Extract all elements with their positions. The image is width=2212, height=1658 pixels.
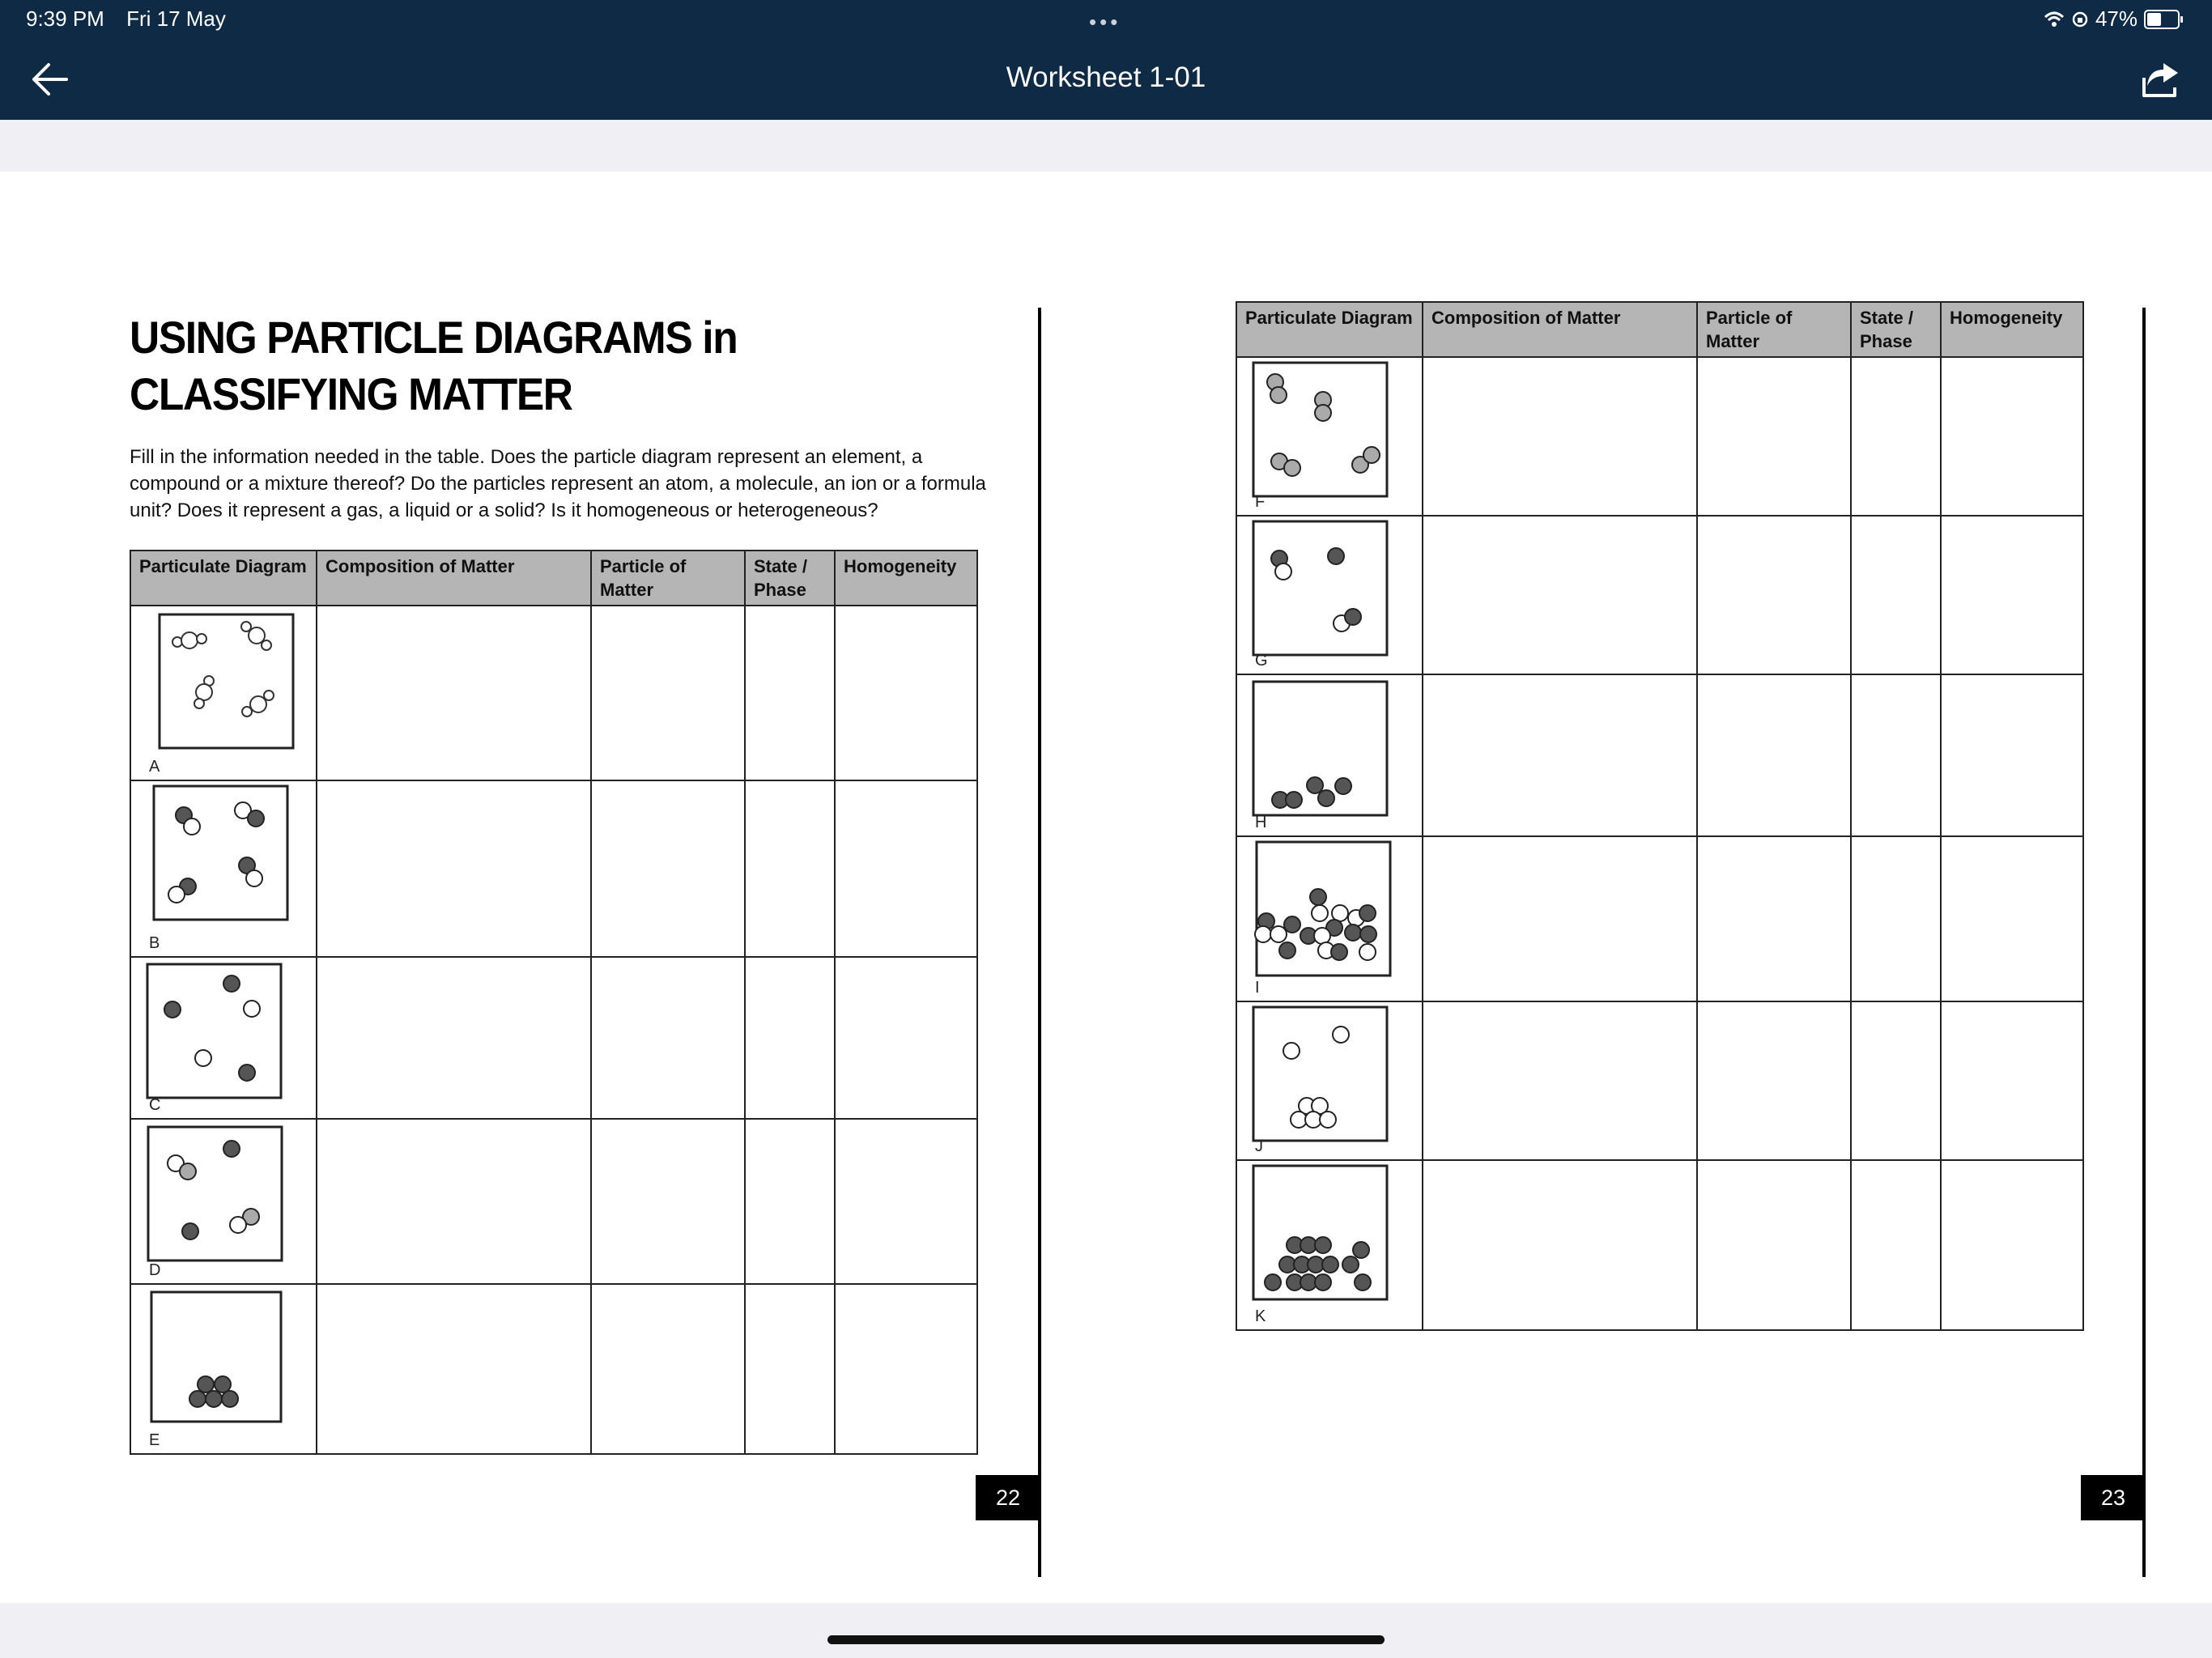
homogeneity-cell[interactable]: [1941, 1001, 2083, 1160]
page-number-23: 23: [2081, 1475, 2146, 1520]
header-homogeneity: Homogeneity: [1941, 302, 2083, 357]
row-letter: K: [1255, 1307, 1266, 1325]
row-letter: E: [149, 1431, 160, 1449]
state-cell[interactable]: [745, 606, 835, 780]
multitasking-dots-icon[interactable]: •••: [1089, 10, 1121, 34]
particle-cell[interactable]: [1697, 516, 1851, 674]
table-row: [1236, 1001, 2083, 1160]
composition-cell[interactable]: [317, 780, 591, 957]
wifi-icon: [2044, 11, 2065, 28]
particle-diagram-h: [1236, 674, 1423, 836]
page-border-left: [1038, 308, 1041, 1577]
document-title: Worksheet 1-01: [1006, 62, 1206, 93]
row-letter: C: [149, 1096, 161, 1114]
state-cell[interactable]: [745, 780, 835, 957]
header-state: State / Phase: [1851, 302, 1941, 357]
table-row: [130, 1119, 977, 1284]
row-letter: I: [1255, 979, 1260, 997]
document-view[interactable]: [0, 172, 2212, 1603]
homogeneity-cell[interactable]: [835, 1119, 977, 1284]
composition-cell[interactable]: [1423, 357, 1697, 516]
homogeneity-cell[interactable]: [835, 606, 977, 780]
battery-percent: 47%: [2095, 6, 2138, 31]
state-cell[interactable]: [745, 1119, 835, 1284]
row-letter: A: [149, 758, 160, 776]
particle-cell[interactable]: [591, 1119, 745, 1284]
state-cell[interactable]: [1851, 674, 1941, 836]
share-icon[interactable]: [2139, 57, 2183, 100]
state-cell[interactable]: [1851, 516, 1941, 674]
particle-cell[interactable]: [1697, 836, 1851, 1001]
homogeneity-cell[interactable]: [835, 780, 977, 957]
particle-diagram-e: [130, 1284, 317, 1454]
page-border-right: [2142, 308, 2146, 1577]
state-cell[interactable]: [1851, 836, 1941, 1001]
composition-cell[interactable]: [1423, 516, 1697, 674]
particle-diagram-a: [130, 606, 317, 780]
particle-diagram-g: [1236, 516, 1423, 674]
table-row: [130, 780, 977, 957]
homogeneity-cell[interactable]: [835, 957, 977, 1119]
composition-cell[interactable]: [1423, 836, 1697, 1001]
battery-icon: [2144, 10, 2180, 29]
table-row: [1236, 357, 2083, 516]
worksheet-instructions: Fill in the information needed in the table. Does the particle diagram represent an element, a compound or a mixture thereof? Do the particles represent an atom, a molecule, an ion or a formula unit? Does it represent a gas, a liquid or a solid? Is it homogeneous or heterogeneous?: [130, 446, 986, 521]
row-letter: D: [149, 1261, 161, 1279]
homogeneity-cell[interactable]: [835, 1284, 977, 1454]
header-state: State / Phase: [745, 551, 835, 606]
header-particulate-diagram: Particulate Diagram: [130, 551, 317, 606]
composition-cell[interactable]: [317, 957, 591, 1119]
particle-diagram-i: [1236, 836, 1423, 1001]
top-bar: [0, 0, 2212, 120]
state-cell[interactable]: [1851, 357, 1941, 516]
composition-cell[interactable]: [1423, 674, 1697, 836]
composition-cell[interactable]: [1423, 1160, 1697, 1330]
particle-diagram-k: [1236, 1160, 1423, 1330]
worksheet-heading: USING PARTICLE DIAGRAMS in CLASSIFYING MATTER: [130, 312, 738, 419]
row-letter: H: [1255, 814, 1267, 831]
composition-cell[interactable]: [1423, 1001, 1697, 1160]
particle-diagram-c: [130, 957, 317, 1119]
status-date: Fri 17 May: [126, 6, 226, 31]
table-row: [1236, 836, 2083, 1001]
bottom-bar: [0, 1603, 2212, 1658]
state-cell[interactable]: [745, 1284, 835, 1454]
particle-diagram-d: [130, 1119, 317, 1284]
classification-table-right: [1236, 301, 2084, 1331]
row-letter: B: [149, 934, 160, 952]
particle-diagram-b: [130, 780, 317, 957]
header-particle: Particle of Matter: [591, 551, 745, 606]
table-row: [1236, 674, 2083, 836]
orientation-lock-icon: [2071, 11, 2089, 28]
home-indicator[interactable]: [827, 1635, 1385, 1644]
header-particulate-diagram: Particulate Diagram: [1236, 302, 1423, 357]
homogeneity-cell[interactable]: [1941, 836, 2083, 1001]
table-row: [130, 957, 977, 1119]
header-composition: Composition of Matter: [317, 551, 591, 606]
particle-diagram-f: [1236, 357, 1423, 516]
status-time: 9:39 PM: [26, 6, 104, 31]
header-particle: Particle of Matter: [1697, 302, 1851, 357]
table-row: [1236, 1160, 2083, 1330]
table-row: [130, 606, 977, 780]
particle-cell[interactable]: [591, 1284, 745, 1454]
row-letter: F: [1255, 493, 1266, 511]
table-row: [130, 1284, 977, 1454]
particle-diagram-j: [1236, 1001, 1423, 1160]
state-cell[interactable]: [745, 957, 835, 1119]
status-bar-left: [26, 6, 242, 32]
classification-table-left: [130, 550, 978, 1455]
particle-cell[interactable]: [1697, 1160, 1851, 1330]
particle-cell[interactable]: [1697, 674, 1851, 836]
table-row: [1236, 516, 2083, 674]
header-composition: Composition of Matter: [1423, 302, 1697, 357]
homogeneity-cell[interactable]: [1941, 674, 2083, 836]
homogeneity-cell[interactable]: [1941, 1160, 2083, 1330]
row-letter: G: [1255, 652, 1268, 670]
composition-cell[interactable]: [317, 1119, 591, 1284]
particle-cell[interactable]: [591, 780, 745, 957]
particle-cell[interactable]: [1697, 357, 1851, 516]
homogeneity-cell[interactable]: [1941, 357, 2083, 516]
row-letter: J: [1255, 1137, 1263, 1155]
particle-cell[interactable]: [1697, 1001, 1851, 1160]
homogeneity-cell[interactable]: [1941, 516, 2083, 674]
particle-cell[interactable]: [591, 957, 745, 1119]
composition-cell[interactable]: [317, 606, 591, 780]
page-number-22: 22: [976, 1475, 1040, 1520]
state-cell[interactable]: [1851, 1160, 1941, 1330]
composition-cell[interactable]: [317, 1284, 591, 1454]
status-bar-right: [2044, 6, 2180, 32]
state-cell[interactable]: [1851, 1001, 1941, 1160]
header-homogeneity: Homogeneity: [835, 551, 977, 606]
particle-cell[interactable]: [591, 606, 745, 780]
